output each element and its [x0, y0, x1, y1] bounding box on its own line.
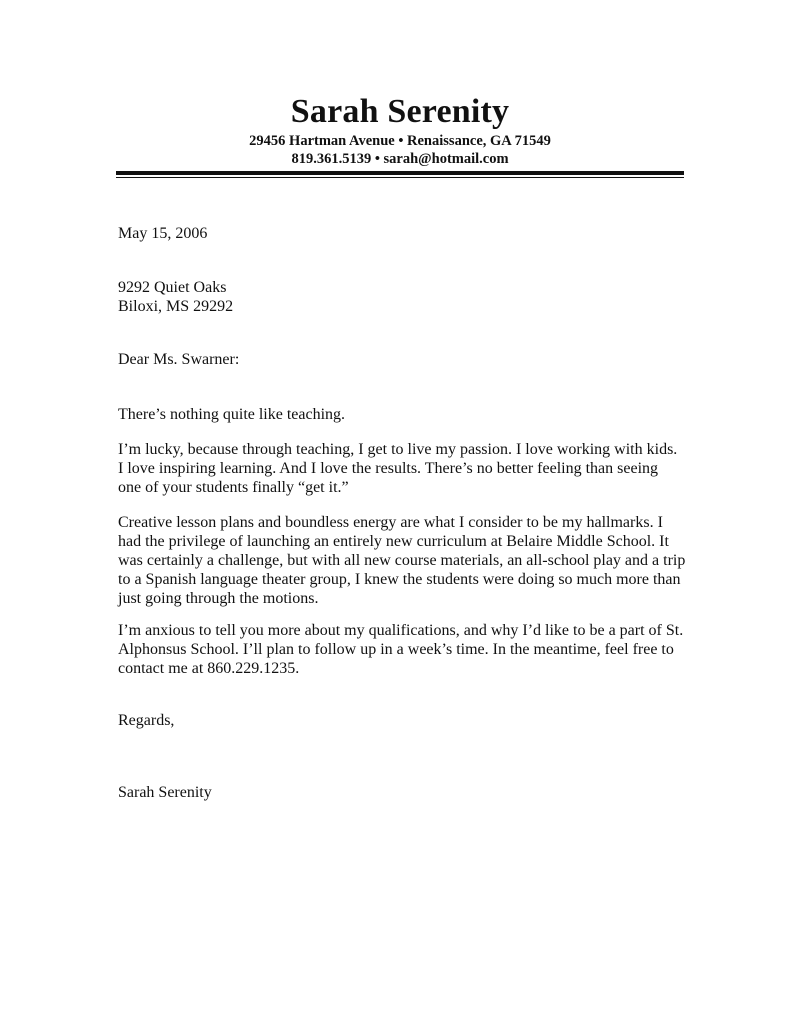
letterhead-rule-thick — [116, 171, 684, 175]
paragraph-line: was certainly a challenge, but with all new course materials, an all-school play and a trip — [118, 552, 686, 569]
paragraph-line: contact me at 860.229.1235. — [118, 660, 300, 677]
sender-address: 29456 Hartman Avenue • Renaissance, GA 71549 — [249, 133, 551, 149]
paragraph-line: to a Spanish language theater group, I knew the students were doing so much more than — [118, 571, 681, 588]
recipient-line-1: 9292 Quiet Oaks — [118, 279, 227, 296]
paragraph-line: I love inspiring learning. And I love the results. There’s no better feeling than seeing — [118, 460, 659, 477]
letterhead-rule-thin — [116, 177, 684, 178]
signature-name: Sarah Serenity — [118, 784, 212, 801]
paragraph-line: Creative lesson plans and boundless energy are what I consider to be my hallmarks. I — [118, 514, 663, 531]
sender-contact: 819.361.5139 • sarah@hotmail.com — [291, 151, 509, 167]
paragraph-line: one of your students finally “get it.” — [118, 479, 349, 496]
salutation: Dear Ms. Swarner: — [118, 351, 240, 368]
closing: Regards, — [118, 712, 175, 729]
letter-date: May 15, 2006 — [118, 225, 208, 242]
sender-name: Sarah Serenity — [290, 93, 510, 130]
paragraph-line: I’m lucky, because through teaching, I get to live my passion. I love working with kids. — [118, 441, 678, 458]
paragraph-4 — [118, 621, 698, 678]
paragraph-2 — [118, 440, 698, 497]
paragraph-3 — [118, 513, 698, 608]
letterhead — [0, 92, 800, 168]
paragraph-line: I’m anxious to tell you more about my qualifications, and why I’d like to be a part of St. — [118, 622, 684, 639]
paragraph-line: There’s nothing quite like teaching. — [118, 406, 346, 423]
paragraph-line: had the privilege of launching an entirely new curriculum at Belaire Middle School. It — [118, 533, 669, 550]
recipient-address — [118, 278, 698, 316]
paragraph-1 — [118, 405, 698, 424]
paragraph-line: just going through the motions. — [118, 590, 319, 607]
paragraph-line: Alphonsus School. I’ll plan to follow up in a week’s time. In the meantime, feel free to — [118, 641, 674, 658]
recipient-line-2: Biloxi, MS 29292 — [118, 298, 234, 315]
